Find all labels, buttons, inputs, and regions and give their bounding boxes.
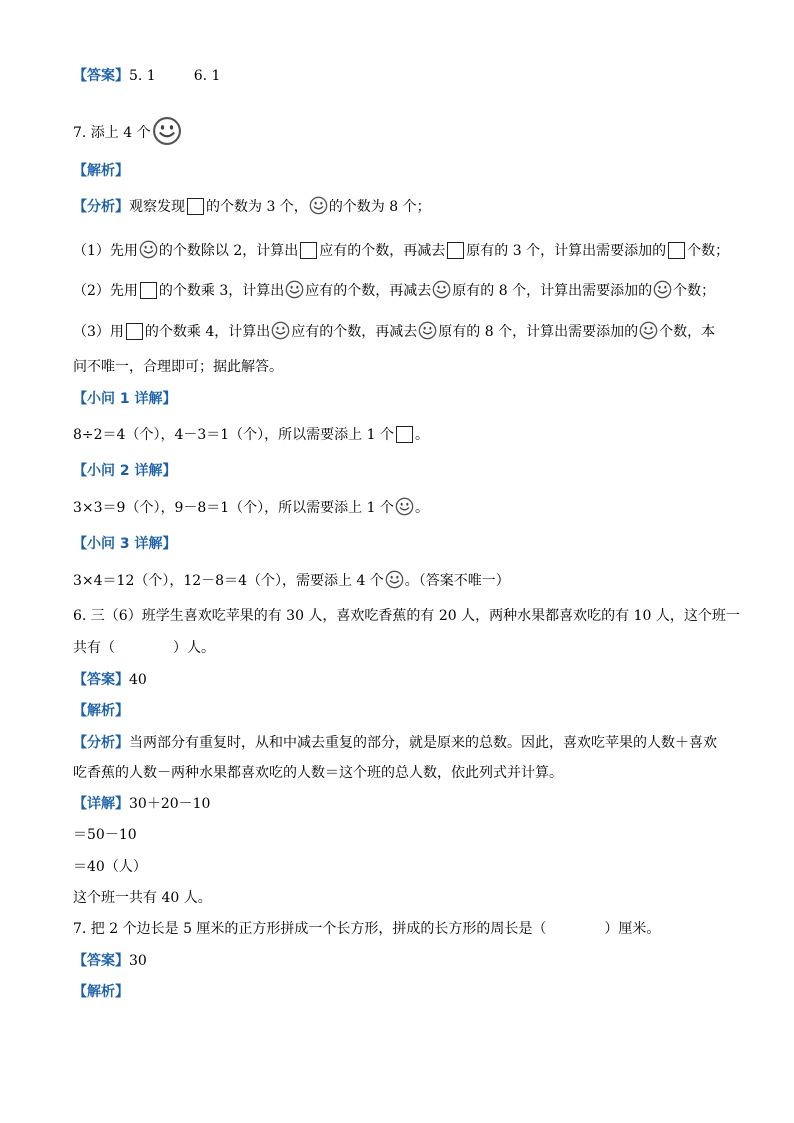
text: 原有的 8 个，计算出需要添加的 bbox=[438, 324, 639, 340]
square-icon bbox=[126, 323, 143, 340]
text: 这个班一共有 40 人。 bbox=[73, 890, 212, 906]
analysis-6-line-2 bbox=[73, 763, 563, 783]
square-icon bbox=[396, 426, 413, 443]
detail-6-line-2 bbox=[73, 825, 137, 845]
answer-line-1 bbox=[73, 66, 220, 86]
text: 8÷2＝4（个），4－3＝1（个），所以需要添上 1 个 bbox=[73, 427, 394, 443]
text: 应有的个数，再减去 bbox=[305, 283, 432, 299]
square-icon bbox=[140, 282, 157, 299]
subq-2-heading bbox=[73, 461, 177, 481]
tag: 【详解】 bbox=[73, 796, 129, 812]
tag: 【小问 1 详解】 bbox=[73, 391, 177, 407]
answer-tag: 【答案】 bbox=[73, 68, 129, 84]
text: 的个数乘 4，计算出 bbox=[144, 324, 271, 340]
analysis-line-1 bbox=[73, 196, 431, 217]
text: 问不唯一，合理即可；据此解答。 bbox=[73, 359, 283, 375]
fenxi-tag: 【分析】 bbox=[73, 199, 129, 215]
text: 6. 三（6）班学生喜欢吃苹果的有 30 人，喜欢吃香蕉的有 20 人，两种水果都喜欢吃的有 10 人，这个班一 bbox=[73, 608, 740, 624]
square-icon bbox=[668, 242, 685, 259]
smiley-icon bbox=[432, 280, 451, 299]
smiley-icon bbox=[309, 196, 328, 215]
text: 。 bbox=[414, 427, 429, 443]
smiley-icon bbox=[152, 116, 182, 146]
smiley-icon bbox=[271, 321, 290, 340]
detail-6-line-1 bbox=[73, 794, 210, 814]
text: 的个数乘 3，计算出 bbox=[158, 283, 285, 299]
text: 7. 把 2 个边长是 5 厘米的正方形拼成一个长方形，拼成的长方形的周长是（ bbox=[73, 921, 547, 937]
text: 个数； bbox=[687, 243, 730, 259]
analysis-step-3 bbox=[73, 321, 715, 342]
text: 。（答案不唯一） bbox=[404, 573, 510, 589]
answer-line-7b bbox=[73, 951, 147, 971]
text: 原有的 8 个，计算出需要添加的 bbox=[452, 283, 653, 299]
square-icon bbox=[447, 242, 464, 259]
smiley-icon bbox=[139, 240, 158, 259]
text: 30 bbox=[129, 953, 147, 969]
text: （3）用 bbox=[73, 324, 124, 340]
question-7b-text bbox=[73, 919, 660, 939]
square-icon bbox=[187, 198, 204, 215]
text: 个数； bbox=[673, 283, 716, 299]
text: 原有的 3 个，计算出需要添加的 bbox=[466, 243, 667, 259]
subq-3-heading bbox=[73, 534, 177, 554]
text: 个数，本 bbox=[659, 324, 716, 340]
tag: 【解析】 bbox=[73, 984, 129, 1000]
detail-6-line-3 bbox=[73, 857, 147, 877]
question-7-header bbox=[73, 116, 183, 146]
text: 的个数为 3 个， bbox=[206, 199, 308, 215]
analysis-step-3-cont bbox=[73, 357, 283, 377]
tag: 【答案】 bbox=[73, 953, 129, 969]
text: 观察发现 bbox=[129, 199, 185, 215]
tag: 【解析】 bbox=[73, 703, 129, 719]
question-6-blank bbox=[73, 638, 215, 658]
smiley-icon bbox=[639, 321, 658, 340]
smiley-icon bbox=[285, 280, 304, 299]
text: 的个数除以 2，计算出 bbox=[158, 243, 299, 259]
tag: 【小问 3 详解】 bbox=[73, 536, 177, 552]
subq-1-heading bbox=[73, 389, 177, 409]
text: 吃香蕉的人数－两种水果都喜欢吃的人数＝这个班的总人数，依此列式并计算。 bbox=[73, 765, 563, 781]
text: ）厘米。 bbox=[604, 921, 661, 937]
text: 应有的个数，再减去 bbox=[319, 243, 446, 259]
analysis-heading bbox=[73, 161, 129, 181]
question-6-text bbox=[73, 606, 740, 626]
answer-value-a: 5. 1 bbox=[129, 68, 156, 84]
analysis-heading-7b bbox=[73, 982, 129, 1002]
text: 30＋20－10 bbox=[129, 796, 211, 812]
text: 。 bbox=[414, 500, 429, 516]
square-icon bbox=[300, 242, 317, 259]
question-text: 7. 添上 4 个 bbox=[73, 125, 151, 141]
tag: 【分析】 bbox=[73, 735, 129, 751]
detail-6-conclusion bbox=[73, 888, 212, 908]
subq-1-solution bbox=[73, 425, 429, 445]
smiley-icon bbox=[653, 280, 672, 299]
analysis-heading-6 bbox=[73, 701, 129, 721]
text: 3×3＝9（个），9－8＝1（个），所以需要添上 1 个 bbox=[73, 500, 394, 516]
subq-3-solution bbox=[73, 570, 510, 591]
text: 当两部分有重复时，从和中减去重复的部分，就是原来的总数。因此，喜欢吃苹果的人数＋喜欢 bbox=[129, 735, 717, 751]
text: 共有（ bbox=[73, 640, 115, 656]
text: ＝50－10 bbox=[73, 827, 137, 843]
smiley-icon bbox=[418, 321, 437, 340]
text: 应有的个数，再减去 bbox=[291, 324, 418, 340]
smiley-icon bbox=[395, 497, 414, 516]
text: （2）先用 bbox=[73, 283, 138, 299]
text: （1）先用 bbox=[73, 243, 138, 259]
answer-value-b: 6. 1 bbox=[193, 68, 221, 84]
analysis-step-2 bbox=[73, 280, 715, 301]
subq-2-solution bbox=[73, 497, 429, 518]
text: ＝40（人） bbox=[73, 859, 147, 875]
tag: 【答案】 bbox=[73, 672, 129, 688]
text: 3×4＝12（个），12－8＝4（个），需要添上 4 个 bbox=[73, 573, 384, 589]
text: 的个数为 8 个； bbox=[328, 199, 431, 215]
answer-line-6 bbox=[73, 670, 147, 690]
analysis-6-line-1 bbox=[73, 733, 717, 753]
tag: 【小问 2 详解】 bbox=[73, 463, 177, 479]
text: ）人。 bbox=[173, 640, 215, 656]
analysis-step-1 bbox=[73, 240, 729, 261]
analysis-tag: 【解析】 bbox=[73, 163, 129, 179]
smiley-icon bbox=[385, 570, 404, 589]
text: 40 bbox=[129, 672, 147, 688]
